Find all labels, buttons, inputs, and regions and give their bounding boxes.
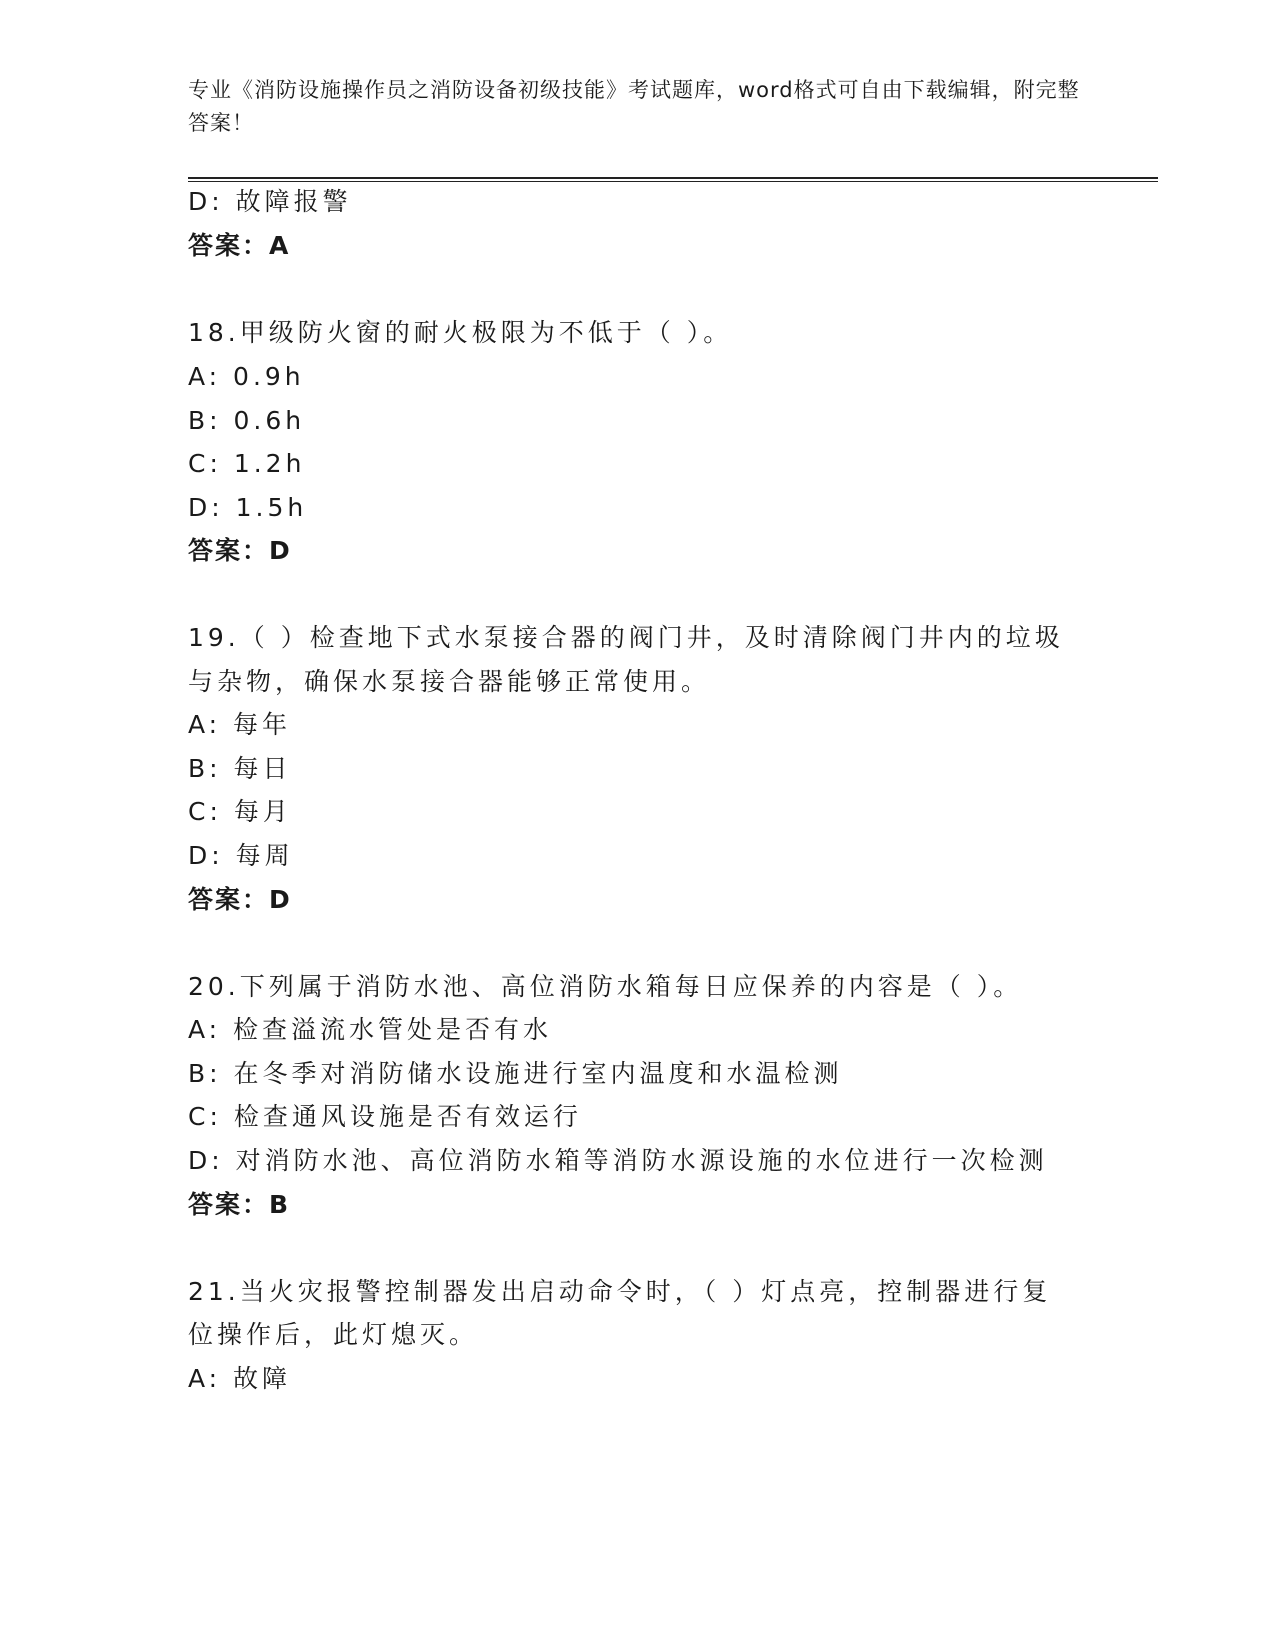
q20-answer: 答案：B [188, 1190, 291, 1219]
q21-stem-line1: 21.当火灾报警控制器发出启动命令时，（ ）灯点亮，控制器进行复 [188, 1277, 1052, 1306]
q17-answer: 答案：A [188, 231, 291, 260]
q18-stem: 18.甲级防火窗的耐火极限为不低于（ ）。 [188, 318, 733, 347]
q21-option-a: A: 故障 [188, 1364, 292, 1393]
q19-stem-line1: 19.（ ）检查地下式水泵接合器的阀门井，及时清除阀门井内的垃圾 [188, 623, 1064, 652]
q19-option-c: C: 每月 [188, 797, 292, 826]
q20-option-c: C: 检查通风设施是否有效运行 [188, 1102, 582, 1131]
q19-answer: 答案：D [188, 885, 292, 914]
q17-option-d: D: 故障报警 [188, 187, 352, 216]
q19-option-a: A: 每年 [188, 710, 292, 739]
q18-option-c: C: 1.2h [188, 449, 306, 478]
q20-option-b: B: 在冬季对消防储水设施进行室内温度和水温检测 [188, 1059, 843, 1088]
q18-answer: 答案：D [188, 536, 292, 565]
q20-option-a: A: 检查溢流水管处是否有水 [188, 1015, 553, 1044]
q19-option-d: D: 每周 [188, 841, 294, 870]
q19-stem-line2: 与杂物，确保水泵接合器能够正常使用。 [188, 667, 711, 696]
q18-option-b: B: 0.6h [188, 406, 306, 435]
q18-option-a: A: 0.9h [188, 362, 305, 391]
q20-option-d: D: 对消防水池、高位消防水箱等消防水源设施的水位进行一次检测 [188, 1146, 1048, 1175]
q20-stem: 20.下列属于消防水池、高位消防水箱每日应保养的内容是（ ）。 [188, 972, 1023, 1001]
document-header: 专业《消防设施操作员之消防设备初级技能》考试题库，word格式可自由下载编辑，附完整答案！ [188, 78, 1080, 135]
q21-stem-line2: 位操作后，此灯熄灭。 [188, 1320, 479, 1349]
header-divider [188, 177, 1158, 182]
q19-option-b: B: 每日 [188, 754, 292, 783]
q18-option-d: D: 1.5h [188, 493, 308, 522]
